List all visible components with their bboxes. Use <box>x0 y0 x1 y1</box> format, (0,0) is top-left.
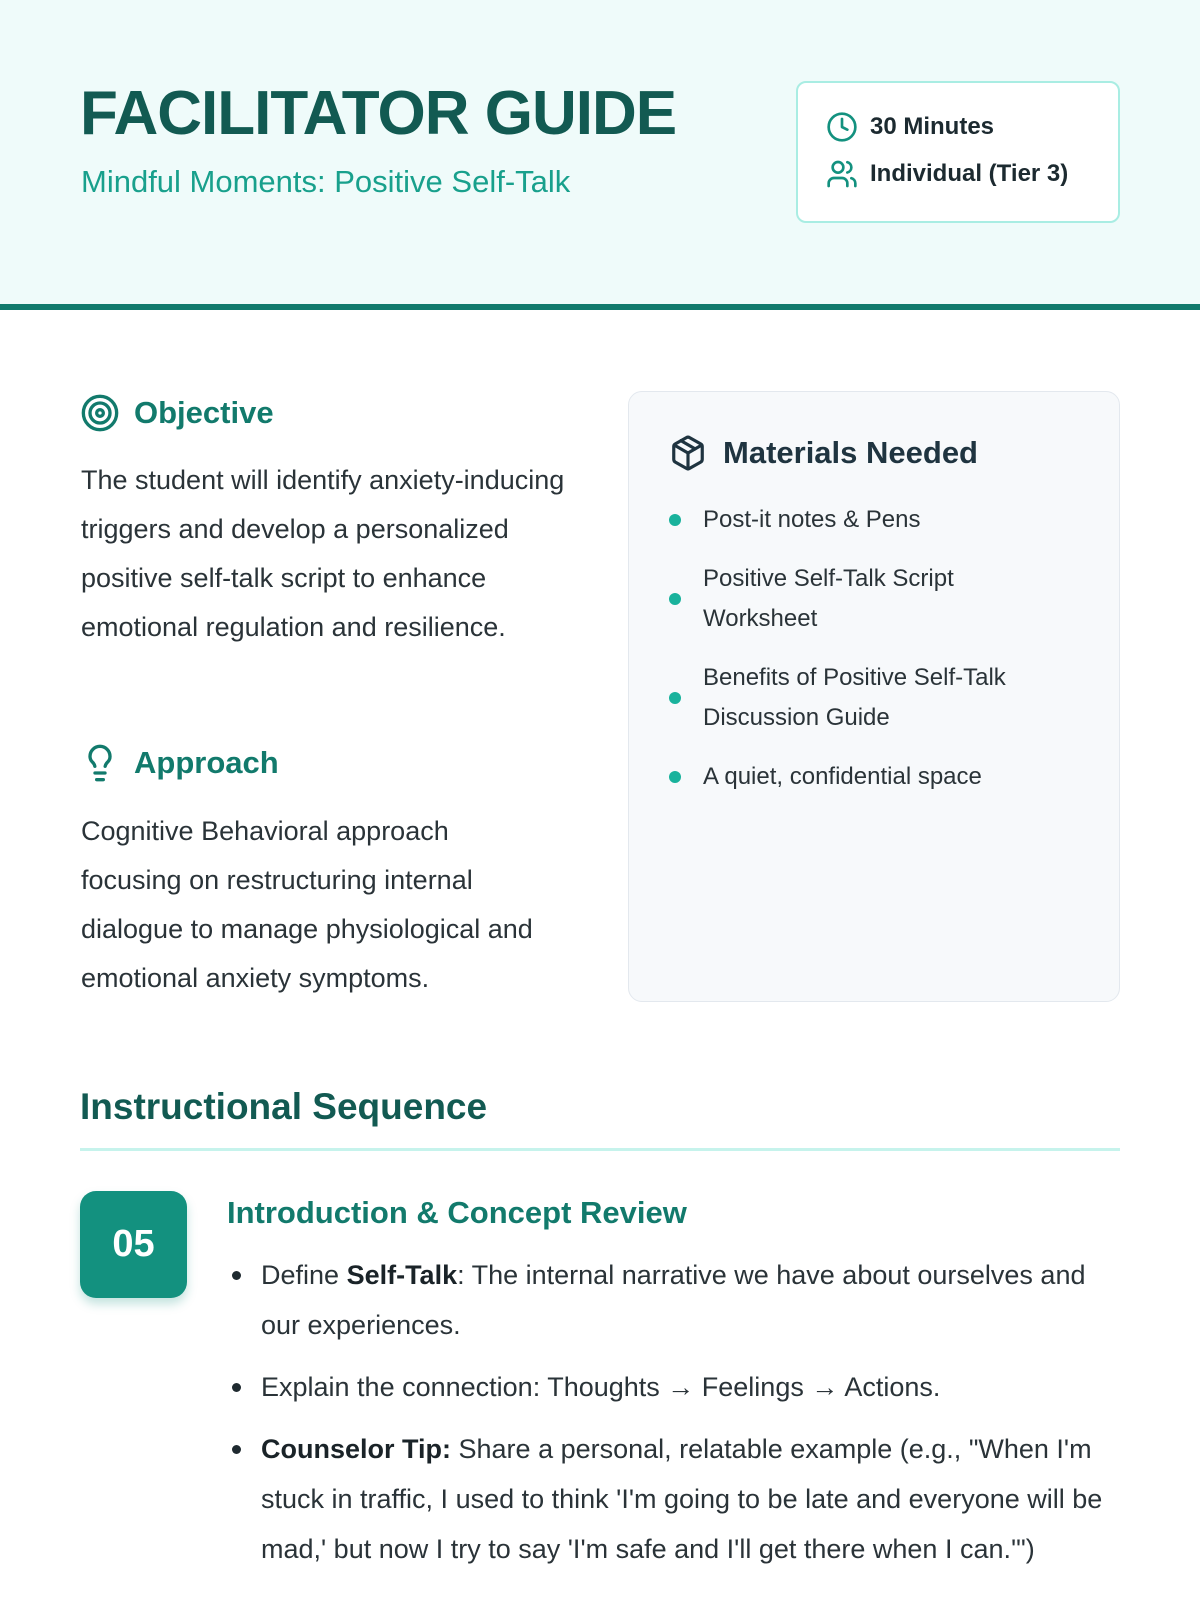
step-minutes-badge: 05 <box>80 1191 187 1298</box>
package-icon <box>669 434 707 472</box>
material-label: A quiet, confidential space <box>703 763 982 790</box>
lightbulb-icon <box>80 743 120 783</box>
format-row <box>826 158 1068 190</box>
materials-heading-label: Materials Needed <box>723 435 978 470</box>
users-icon <box>826 158 858 190</box>
materials-heading <box>669 434 978 472</box>
section-title: Instructional Sequence <box>80 1086 488 1127</box>
approach-heading-label: Approach <box>134 745 279 780</box>
list-item <box>231 1424 1121 1574</box>
step-bullets <box>231 1250 1121 1586</box>
approach-heading <box>80 743 279 783</box>
list-item <box>669 559 1089 639</box>
list-item <box>231 1250 1121 1350</box>
bullet-dot <box>669 593 681 605</box>
duration-row <box>826 111 994 143</box>
list-item <box>231 1362 1121 1412</box>
bullet-text: Define <box>261 1260 347 1290</box>
list-item <box>669 500 1089 540</box>
clock-icon <box>826 111 858 143</box>
target-icon <box>80 393 120 433</box>
bullet-dot <box>669 771 681 783</box>
materials-card <box>628 391 1120 1002</box>
duration-label: 30 Minutes <box>870 113 995 140</box>
material-label: Benefits of Positive Self-Talk Discussion Guide <box>703 664 1006 731</box>
materials-list <box>669 500 1089 816</box>
list-item <box>669 757 1089 797</box>
bullet-bold-term: Counselor Tip: <box>261 1434 452 1464</box>
material-label: Positive Self-Talk Script Worksheet <box>703 565 954 632</box>
page-title: FACILITATOR GUIDE <box>80 79 677 148</box>
bullet-dot <box>669 692 681 704</box>
approach-text: Cognitive Behavioral approach focusing on restructuring internal dialogue to manage physiological and emotional anxiety symptoms. <box>81 816 533 993</box>
page-subtitle: Mindful Moments: Positive Self-Talk <box>81 164 571 199</box>
divider <box>80 1148 1120 1151</box>
step-title: Introduction & Concept Review <box>227 1195 687 1230</box>
objective-heading-label: Objective <box>134 395 274 430</box>
bullet-text: : The internal narrative we have about ourselves and our experiences. <box>261 1260 1086 1340</box>
objective-text: The student will identify anxiety-inducing triggers and develop a personalized positive self-talk script to enhance emotional regulation and resilience. <box>81 465 565 642</box>
header <box>0 0 1200 310</box>
list-item <box>669 658 1089 738</box>
objective-heading <box>80 393 274 433</box>
bullet-text: Explain the connection: Thoughts → Feelings → Actions. <box>261 1372 941 1402</box>
bullet-text: Share a personal, relatable example (e.g., "When I'm stuck in traffic, I used to think 'I'm going to be late and everyone will be mad,' but now I try to say 'I'm safe and I'll get there when I can.'") <box>261 1434 1103 1564</box>
bullet-bold-term: Self-Talk <box>346 1260 458 1290</box>
material-label: Post-it notes & Pens <box>703 506 921 533</box>
format-label: Individual (Tier 3) <box>870 160 1069 187</box>
session-info-card <box>796 81 1120 223</box>
bullet-dot <box>669 514 681 526</box>
